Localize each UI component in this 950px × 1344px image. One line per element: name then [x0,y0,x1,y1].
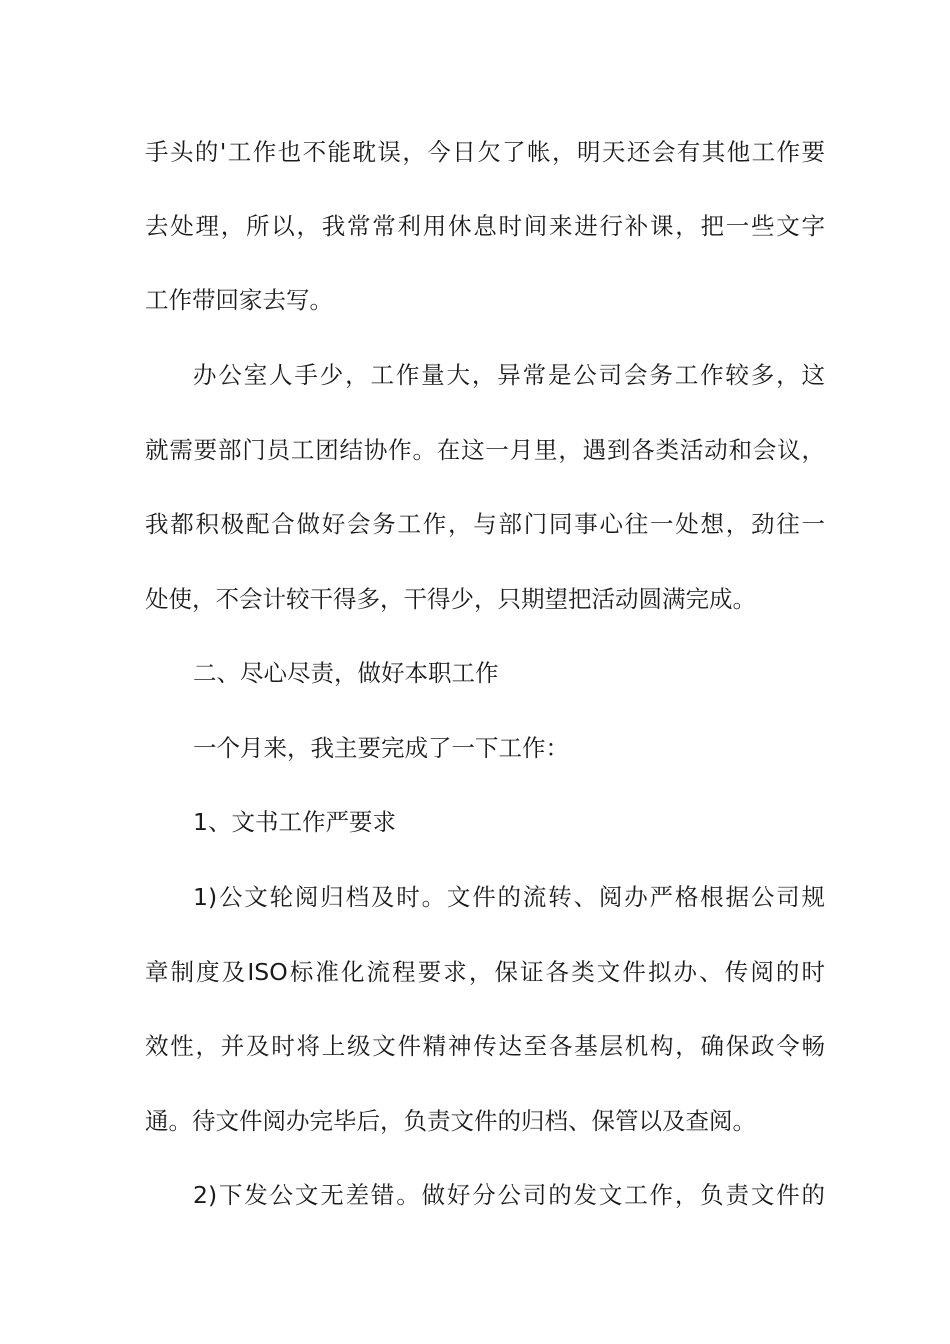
text-line-12: 章制度及ISO标准化流程要求，保证各类文件拟办、传阅的时 [145,958,825,986]
text-line-5: 就需要部门员工团结协作。在这一月里，遇到各类活动和会议， [145,436,825,464]
text-line-13: 效性，并及时将上级文件精神传达至各基层机构，确保政令畅 [145,1032,825,1060]
text-line-14: 通。待文件阅办完毕后，负责文件的归档、保管以及查阅。 [145,1107,756,1135]
text-line-15: 2)下发公文无差错。做好分公司的发文工作，负责文件的 [193,1181,825,1209]
section-heading: 二、尽心尽责，做好本职工作 [193,659,499,687]
text-line-7: 处使，不会计较干得多，干得少，只期望把活动圆满完成。 [145,585,756,613]
text-line-9: 一个月来，我主要完成了一下工作： [193,734,569,762]
text-line-1: 手头的'工作也不能耽误，今日欠了帐，明天还会有其他工作要 [145,138,825,166]
text-line-2: 去处理，所以，我常常利用休息时间来进行补课，把一些文字 [145,212,825,240]
text-line-4: 办公室人手少，工作量大，异常是公司会务工作较多，这 [193,361,825,389]
text-line-3: 工作带回家去写。 [145,286,333,314]
text-line-6: 我都积极配合做好会务工作，与部门同事心往一处想，劲往一 [145,510,825,538]
subsection-heading: 1、文书工作严要求 [193,808,396,836]
text-line-11: 1)公文轮阅归档及时。文件的流转、阅办严格根据公司规 [193,883,825,911]
